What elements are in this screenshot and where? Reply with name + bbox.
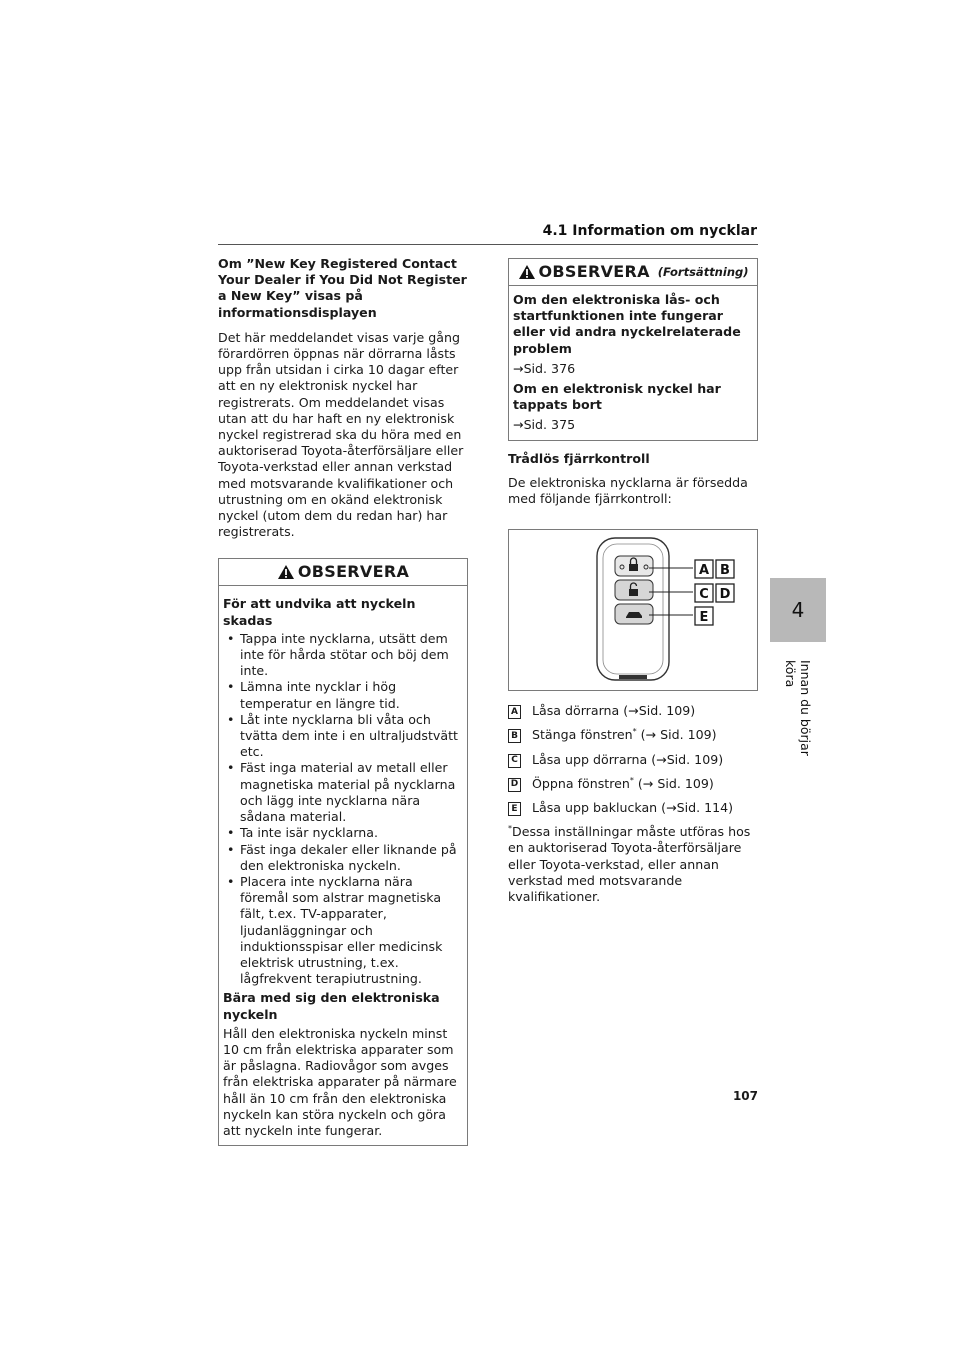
lost-key-heading: Om en elektronisk nyckel har tappats bort — [513, 381, 721, 413]
right-column — [508, 258, 758, 905]
page-ref-link[interactable]: Sid. 114) — [676, 800, 734, 816]
warning-icon — [518, 264, 536, 280]
section-header-title: 4.1 Information om nycklar — [542, 223, 757, 239]
legend-text: Stänga fönstren* (→ Sid. 109) — [532, 727, 717, 743]
figure-label-d: D — [719, 587, 731, 603]
observera-continued-body — [509, 286, 757, 440]
footnote-star: * — [508, 824, 512, 834]
page-ref-link[interactable]: Sid. 109) — [638, 703, 696, 719]
letter-badge: D — [508, 778, 521, 792]
lost-key-ref — [513, 417, 753, 433]
page-number: 107 — [732, 1089, 758, 1103]
letter-badge: E — [508, 802, 521, 816]
list-item: • Låt inte nycklarna bli våta och tvätta dem inte i en ultraljudstvätt etc. — [223, 712, 463, 761]
left-column — [218, 256, 468, 1146]
carry-key-paragraph: Håll den elektroniska nyckeln minst 10 cm från elektriska apparater som är påslagna. Radiovågor som avges från elektriska apparater på närmare håll än 10 cm från den elektroniska nyckeln kan störa nyckeln och göra att nyckeln inte fungerar. — [223, 1025, 457, 1138]
avoid-damage-heading: För att undvika att nyckeln skadas — [223, 596, 416, 628]
figure-label-c: C — [699, 587, 709, 603]
legend-text: Låsa upp dörrarna (→Sid. 109) — [532, 751, 724, 767]
chapter-tab[interactable] — [770, 578, 826, 642]
remote-key-illustration — [509, 530, 759, 690]
observera-box — [218, 558, 468, 1146]
legend-item-a — [508, 703, 758, 719]
legend-item-e — [508, 800, 758, 816]
remote-key-figure — [508, 529, 758, 691]
arrow-icon: → — [513, 360, 524, 376]
new-key-heading: Om ”New Key Registered Contact Your Dealer if You Did Not Register a New Key” visas på informationsdisplayen — [218, 256, 467, 320]
figure-label-a: A — [698, 563, 710, 579]
remote-heading: Trådlös fjärrkontroll — [508, 450, 650, 466]
observera-continued-box — [508, 258, 758, 441]
legend-item-d — [508, 776, 758, 792]
header-rule — [218, 244, 758, 245]
warning-icon — [277, 564, 295, 580]
observera-title: OBSERVERA — [297, 562, 410, 582]
observera-body — [219, 586, 467, 1145]
observera-title: OBSERVERA — [538, 261, 650, 281]
chapter-label: Innan du börjar köra — [783, 660, 813, 756]
avoid-damage-list — [223, 631, 463, 987]
list-item: • Placera inte nycklarna nära föremål som alstrar magnetiska fält, t.ex. TV-apparater, ljudanläggningar och induktionsspisar eller medicinsk elektrisk utrustning, t.ex. lågfrekvent terapiutrustning. — [223, 874, 463, 987]
new-key-paragraph: Det här meddelandet visas varje gång förardörren öppnas när dörrarna låsts upp från utsidan i cirka 10 dagar efter att en ny elektronisk nyckel har registrerats. Om meddelandet visas utan att du har haft en ny elektronisk nyckel registrerad ska du höra med en auktoriserad Toyota-återförsäljare eller Toyota-verkstad eller annan verkstad med motsvarande kvalifikationer och utrustning om en okänd elektronisk nyckel (utom dem du redan har) har registrerats. — [218, 329, 464, 540]
page-ref-link[interactable]: Sid. 109) — [656, 727, 717, 743]
letter-badge: C — [508, 754, 521, 768]
page-ref-link[interactable]: Sid. 109) — [653, 775, 714, 791]
list-item: • Lämna inte nycklar i hög temperatur en längre tid. — [223, 679, 463, 711]
carry-key-heading: Bära med sig den elektroniska nyckeln — [223, 990, 440, 1022]
legend-item-c — [508, 752, 758, 768]
legend-item-b — [508, 727, 758, 743]
observera-header — [219, 559, 467, 586]
list-item: • Fäst inga dekaler eller liknande på den elektroniska nyckeln. — [223, 842, 463, 874]
arrow-icon: → — [513, 417, 524, 433]
page-ref-link[interactable]: Sid. 376 — [523, 360, 576, 376]
chapter-number: 4 — [791, 598, 805, 622]
legend-text: Öppna fönstren* (→ Sid. 109) — [532, 775, 714, 791]
continued-label: (Fortsättning) — [657, 264, 749, 279]
list-item: • Tappa inte nycklarna, utsätt dem inte för hårda stötar och böj dem inte. — [223, 631, 463, 680]
letter-badge: B — [508, 729, 521, 743]
figure-label-e: E — [699, 610, 709, 626]
page-ref-link[interactable]: Sid. 109) — [666, 751, 724, 767]
footnote — [508, 824, 758, 905]
footnote-text: Dessa inställningar måste utföras hos en auktoriserad Toyota-återförsäljare eller Toyota-verkstad, eller annan verkstad med motsvarande kvalifikationer. — [508, 824, 751, 905]
figure-label-b: B — [720, 563, 730, 579]
legend-text: Låsa upp bakluckan (→Sid. 114) — [532, 800, 734, 816]
letter-badge: A — [508, 705, 521, 719]
remote-legend — [508, 703, 758, 816]
smart-key-problem-heading: Om den elektroniska lås- och startfunktionen inte fungerar eller vid andra nyckelrelaterade problem — [513, 292, 741, 356]
legend-text: Låsa dörrarna (→Sid. 109) — [532, 703, 696, 719]
page-ref-link[interactable]: Sid. 375 — [523, 417, 576, 433]
list-item: • Fäst inga material av metall eller magnetiska material på nycklarna och lägg inte nycklarna nära sådana material. — [223, 760, 463, 825]
list-item: • Ta inte isär nycklarna. — [223, 825, 463, 841]
observera-continued-header — [509, 259, 757, 286]
smart-key-problem-ref — [513, 361, 753, 377]
remote-paragraph: De elektroniska nycklarna är försedda med följande fjärrkontroll: — [508, 474, 748, 507]
